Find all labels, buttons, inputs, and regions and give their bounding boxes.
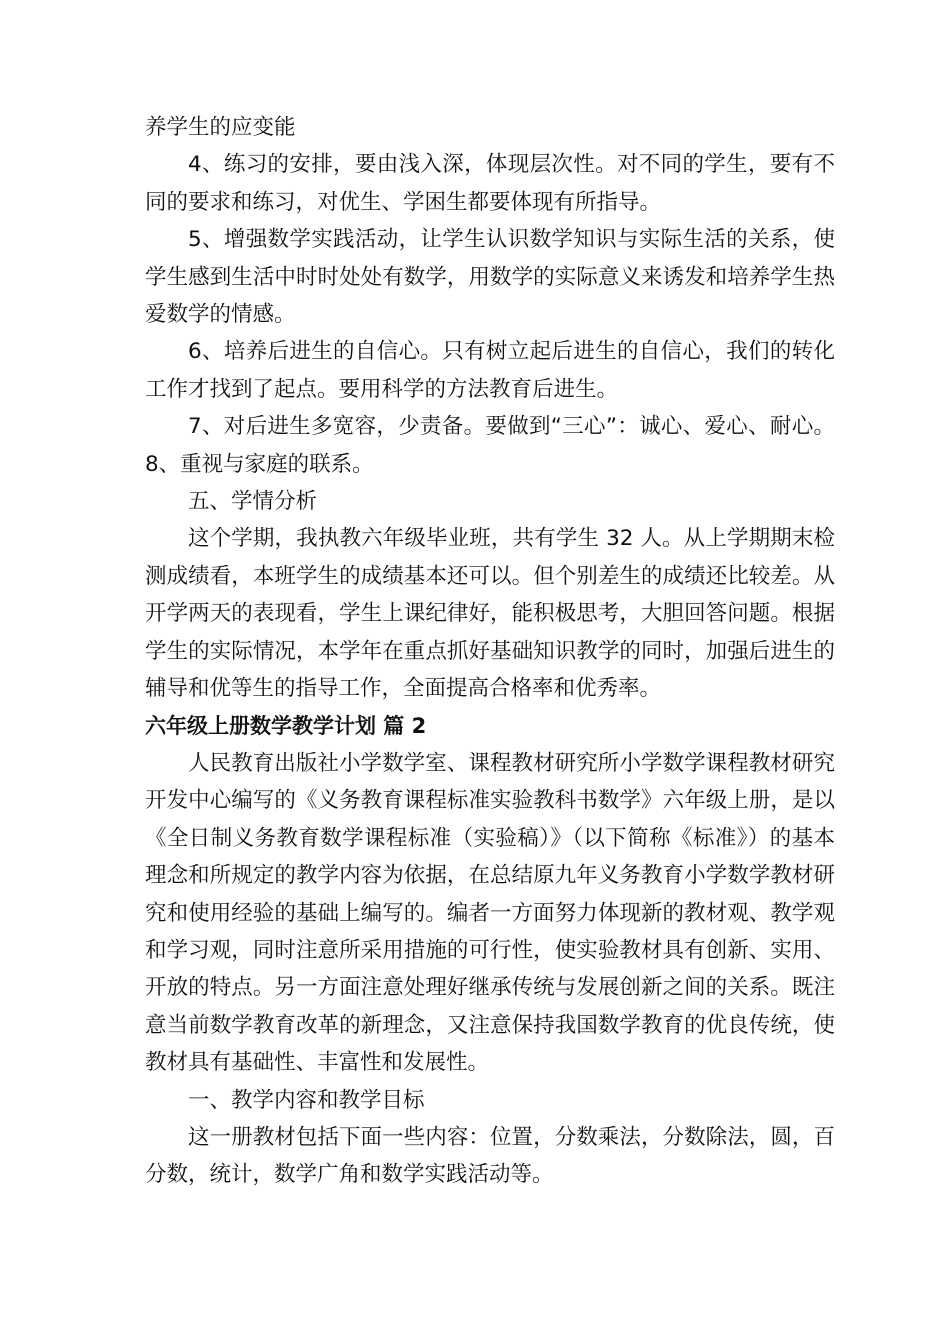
paragraph-analysis: 这个学期，我执教六年级毕业班，共有学生 32 人。从上学期期末检测成绩看，本班学生的成绩基本还可以。但个别差生的成绩还比较差。从开学两天的表现看，学生上课纪律好，能积极思考，大胆回答问题。根据学生的实际情况，本学年在重点抓好基础知识教学的同时，加强后进生的辅导和优等生的指导工作，全面提高合格率和优秀率。 (145, 526, 835, 702)
paragraph-content: 这一册教材包括下面一些内容：位置，分数乘法，分数除法，圆，百分数，统计，数学广角和数学实践活动等。 (145, 1124, 835, 1188)
paragraph-point-7-8: 7、对后进生多宽容，少责备。要做到“三心”：诚心、爱心、耐心。 8、重视与家庭的联系。 (145, 414, 835, 477)
document-page (145, 109, 835, 1194)
paragraph-point-5: 5、增强数学实践活动，让学生认识数学知识与实际生活的关系，使学生感到生活中时时处处有数学，用数学的实际意义来诱发和培养学生热爱数学的情感。 (145, 227, 835, 328)
section-heading-analysis: 五、学情分析 (188, 489, 318, 515)
paragraph-continuation: 养学生的应变能 (145, 115, 296, 140)
paragraph-intro: 人民教育出版社小学数学室、课程教材研究所小学数学课程教材研究开发中心编写的《义务教育课程标准实验教科书数学》六年级上册，是以《全日制义务教育数学课程标准（实验稿）》（以下简称《标准》）的基本理念和所规定的教学内容为依据，在总结原九年义务教育小学数学教材研究和使用经验的基础上编写的。编者一方面努力体现新的教材观、教学观和学习观，同时注意所采用措施的可行性，使实验教材具有创新、实用、开放的特点。另一方面注意处理好继承传统与发展创新之间的关系。既注意当前数学教育改革的新理念，又注意保持我国数学教育的优良传统，使教材具有基础性、丰富性和发展性。 (145, 750, 835, 1076)
paragraph-point-4: 4、练习的安排，要由浅入深，体现层次性。对不同的学生，要有不同的要求和练习，对优生、学困生都要体现有所指导。 (145, 152, 835, 215)
paragraph-point-6: 6、培养后进生的自信心。只有树立起后进生的自信心，我们的转化工作才找到了起点。要用科学的方法教育后进生。 (145, 339, 835, 402)
article-title-2: 六年级上册数学教学计划 篇 2 (145, 713, 427, 738)
section-heading-content: 一、教学内容和教学目标 (188, 1087, 425, 1113)
